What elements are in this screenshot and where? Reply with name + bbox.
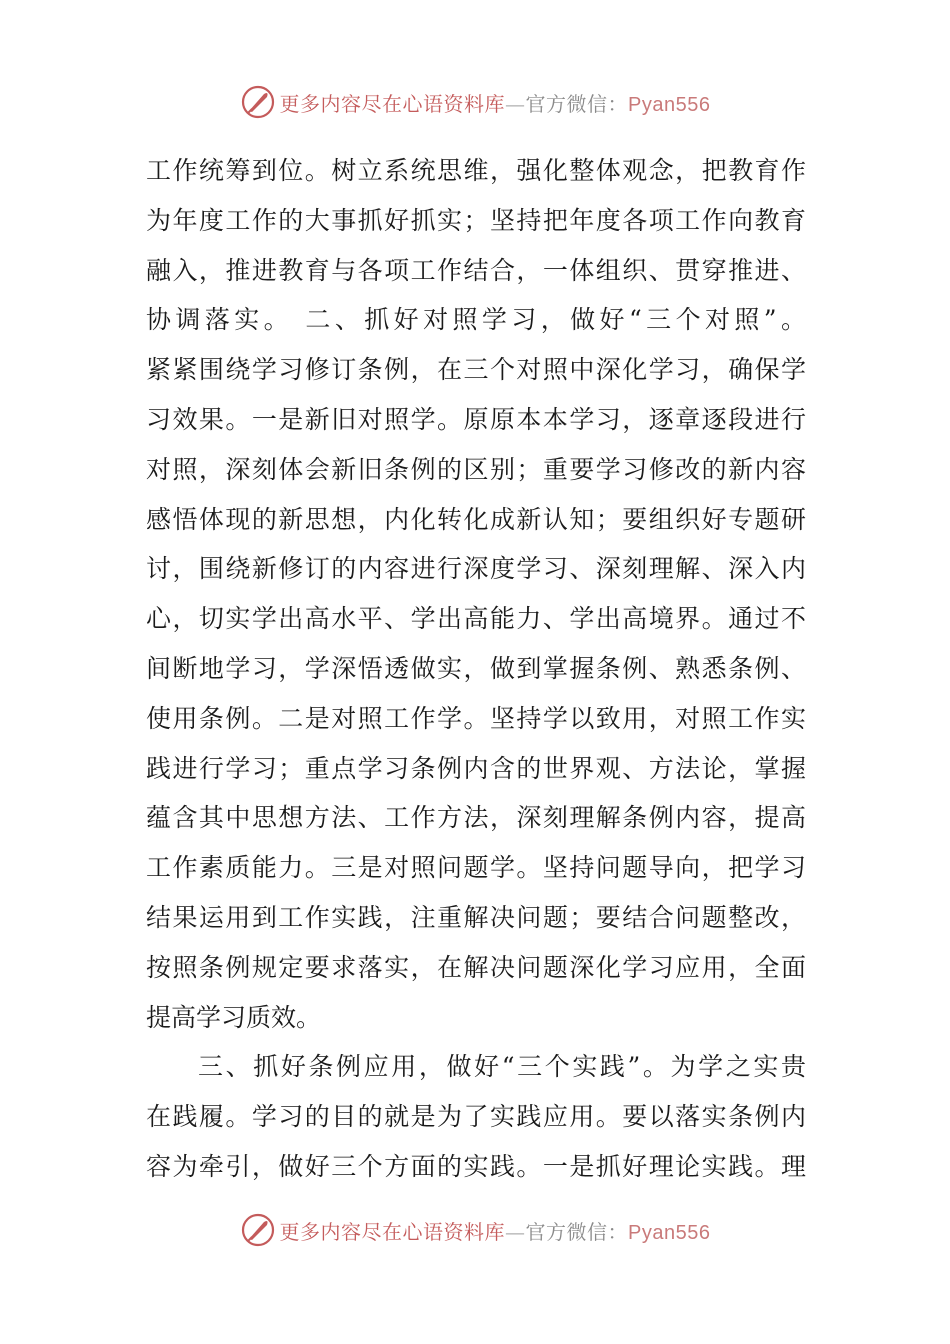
text-line: 为年度工作的大事抓好抓实；坚持把年度各项工作向教育 <box>146 205 806 235</box>
text-line: 结果运用到工作实践，注重解决问题；要结合问题整改， <box>146 902 806 932</box>
header-watermark <box>0 82 950 122</box>
text-line: 践进行学习；重点学习条例内含的世界观、方法论，掌握 <box>146 753 806 783</box>
text-line: 工作统筹到位。树立系统思维，强化整体观念，把教育作 <box>146 156 806 185</box>
text-line: 蕴含其中思想方法、工作方法，深刻理解条例内容，提高 <box>146 803 806 833</box>
watermark-dash: — <box>505 1219 526 1244</box>
text-line: 紧紧围绕学习修订条例，在三个对照中深化学习，确保学 <box>146 355 806 385</box>
text-line: 间断地学习，学深悟透做实，做到掌握条例、熟悉条例、 <box>146 653 806 683</box>
quill-pen-icon <box>240 1212 276 1248</box>
text-line: 三、抓好条例应用，做好“三个实践”。为学之实贵 <box>198 1052 806 1082</box>
text-line: 感悟体现的新思想，内化转化成新认知；要组织好专题研 <box>146 504 806 534</box>
watermark-brand: 更多内容尽在心语资料库 <box>279 1219 506 1244</box>
text-line: 工作素质能力。三是对照问题学。坚持问题导向，把学习 <box>146 853 806 883</box>
watermark-brand: 更多内容尽在心语资料库 <box>279 91 506 116</box>
text-line: 融入，推进教育与各项工作结合，一体组织、贯穿推进、 <box>146 255 806 285</box>
watermark-text <box>280 1216 711 1245</box>
text-line: 对照，深刻体会新旧条例的区别；重要学习修改的新内容 <box>146 454 806 484</box>
watermark-wechat-label: 官方微信： <box>525 1219 629 1244</box>
watermark-wechat-id: Pyan556 <box>628 1221 711 1244</box>
watermark-wechat-label: 官方微信： <box>525 91 629 116</box>
text-line: 习效果。一是新旧对照学。原原本本学习，逐章逐段进行 <box>146 404 806 434</box>
watermark-wechat-id: Pyan556 <box>628 93 711 116</box>
text-line: 容为牵引，做好三个方面的实践。一是抓好理论实践。理 <box>146 1151 806 1181</box>
quill-pen-icon <box>240 84 276 120</box>
text-line: 按照条例规定要求落实，在解决问题深化学习应用，全面 <box>146 952 806 982</box>
watermark-text <box>280 88 711 117</box>
footer-watermark <box>0 1210 950 1250</box>
text-line: 心，切实学出高水平、学出高能力、学出高境界。通过不 <box>146 604 806 634</box>
text-line: 协调落实。 二、抓好对照学习，做好“三个对照”。 <box>146 305 806 335</box>
document-body <box>146 146 806 1192</box>
text-line: 在践履。学习的目的就是为了实践应用。要以落实条例内 <box>146 1102 806 1132</box>
text-line: 讨，围绕新修订的内容进行深度学习、深刻理解、深入内 <box>146 554 806 584</box>
watermark-dash: — <box>505 91 526 116</box>
text-line: 提高学习质效。 <box>146 1002 322 1032</box>
text-line: 使用条例。二是对照工作学。坚持学以致用，对照工作实 <box>146 703 806 733</box>
